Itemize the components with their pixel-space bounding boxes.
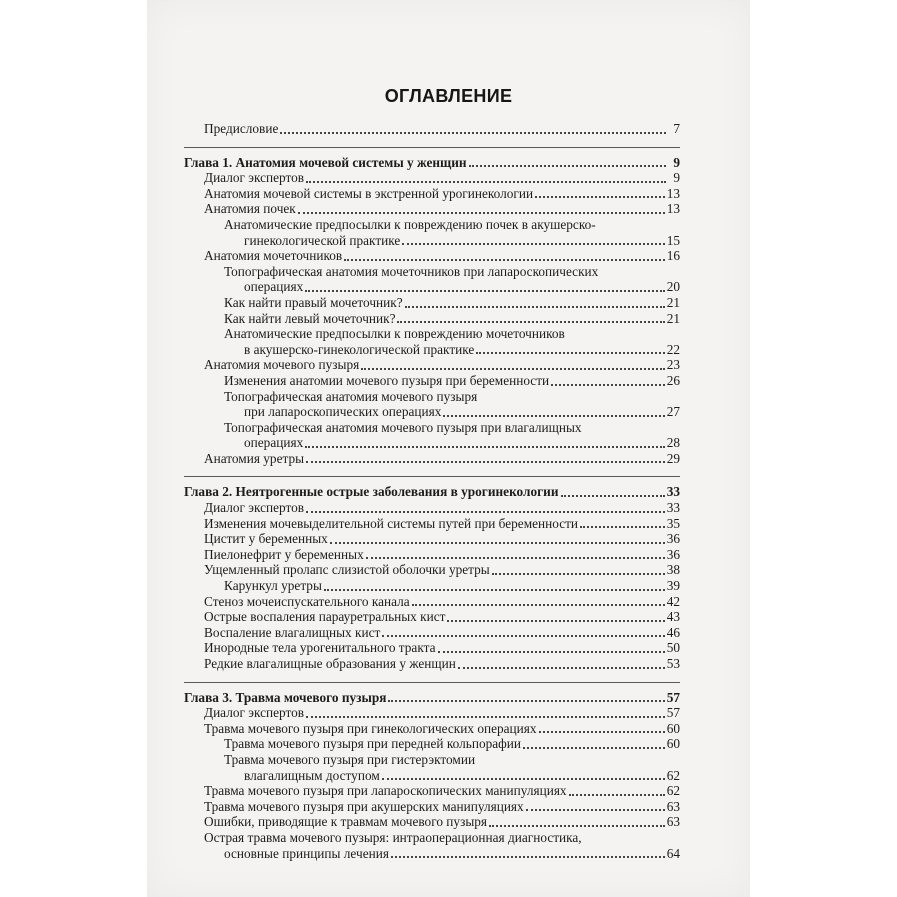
entry-page: 29 (666, 450, 680, 466)
entry-page: 27 (666, 404, 680, 420)
leader-dots (438, 650, 665, 653)
chapter-page: 9 (673, 154, 680, 170)
entry-page: 57 (666, 705, 680, 721)
entry-text: Воспаление влагалищных кист (204, 624, 381, 640)
entry-text: Редкие влагалищные образования у женщин (204, 656, 456, 671)
chapter-title: Глава 1. Анатомия мочевой системы у женщин (184, 154, 467, 170)
entry-text-line1: Анатомические предпосылки к повреждению мочеточников (224, 326, 565, 342)
entry-page: 38 (666, 562, 680, 578)
entry-text: Анатомия мочевой системы в экстренной урогинекологии (204, 185, 534, 201)
chapter-heading-2[interactable] (184, 484, 680, 500)
leader-dots (561, 494, 665, 497)
toc-entry[interactable] (184, 578, 680, 594)
entry-page: 26 (666, 372, 680, 388)
toc-entry[interactable] (184, 736, 680, 752)
entry-page: 16 (666, 248, 680, 264)
chapter-title: Глава 2. Неятрогенные острые заболевания в урогинекологии (184, 484, 559, 500)
entry-text: Предисловие (204, 121, 279, 136)
toc-entry[interactable] (184, 170, 680, 186)
toc-entry[interactable] (184, 752, 680, 783)
entry-page: 28 (666, 435, 680, 451)
toc-entry-preface[interactable] (184, 121, 680, 137)
entry-page: 15 (666, 232, 680, 248)
entry-page: 22 (666, 341, 680, 357)
entry-text: Ошибки, приводящие к травмам мочевого пузыря (204, 814, 488, 830)
leader-dots (523, 746, 665, 749)
entry-text-line2: влагалищным доступом (244, 767, 380, 783)
page-title: ОГЛАВЛЕНИЕ (384, 86, 513, 106)
toc-entry[interactable] (184, 783, 680, 799)
entry-text-line1: Топографическая анатомия мочевого пузыря при влагалищных (224, 419, 582, 435)
entry-text-line2: операциях (244, 279, 304, 295)
entry-page: 60 (666, 720, 680, 736)
toc-entry[interactable] (184, 248, 680, 264)
leader-dots (306, 715, 665, 718)
leader-dots (366, 556, 665, 559)
leader-dots (447, 619, 664, 622)
toc-entry[interactable] (184, 531, 680, 547)
entry-page: 36 (666, 546, 680, 562)
entry-text: Травма мочевого пузыря при передней кольпорафии (224, 736, 521, 752)
entry-text-line1: Топографическая анатомия мочевого пузыря (224, 388, 478, 404)
toc-entry[interactable] (184, 562, 680, 578)
entry-text: Как найти левый мочеточник? (224, 310, 396, 326)
leader-dots (361, 367, 664, 370)
entry-text: Диалог экспертов (204, 705, 305, 721)
leader-dots (382, 777, 665, 780)
chapter-title: Глава 3. Травма мочевого пузыря (184, 689, 387, 705)
entry-page: 46 (666, 624, 680, 640)
toc-entry[interactable] (184, 799, 680, 815)
entry-page: 62 (666, 783, 680, 799)
chapter-page: 57 (666, 689, 680, 705)
entry-page: 43 (666, 609, 680, 625)
entry-text-line2: гинекологической практике (244, 232, 401, 248)
entry-text: Анатомия мочевого пузыря (204, 357, 360, 373)
entry-text: Анатомия мочеточников (204, 248, 343, 264)
toc-entry[interactable] (184, 500, 680, 516)
entry-page: 36 (666, 531, 680, 547)
toc-entry[interactable] (184, 420, 680, 451)
leader-dots (305, 445, 664, 448)
entry-text: Изменения мочевыделительной системы путей при беременности (204, 515, 579, 531)
toc-entry[interactable] (184, 721, 680, 737)
entry-text: Травма мочевого пузыря при акушерских манипуляциях (204, 798, 524, 814)
entry-page: 20 (666, 279, 680, 295)
leader-dots (569, 793, 665, 796)
leader-dots (458, 666, 665, 669)
entry-text: Анатомия почек (204, 201, 296, 217)
toc-entry[interactable] (184, 389, 680, 420)
leader-dots (492, 572, 665, 575)
entry-text: Изменения анатомии мочевого пузыря при беременности (224, 372, 550, 388)
leader-dots (388, 699, 664, 702)
entry-text: Анатомия уретры (204, 450, 305, 466)
table-of-contents (184, 121, 680, 861)
toc-entry[interactable] (184, 295, 680, 311)
leader-dots (298, 211, 665, 214)
toc-entry[interactable] (184, 705, 680, 721)
leader-dots (580, 525, 665, 528)
toc-entry[interactable] (184, 311, 680, 327)
toc-entry[interactable] (184, 609, 680, 625)
leader-dots (324, 588, 665, 591)
toc-entry[interactable] (184, 625, 680, 641)
toc-entry[interactable] (184, 814, 680, 830)
entry-page: 13 (666, 185, 680, 201)
entry-text: Как найти правый мочеточник? (224, 294, 403, 310)
toc-entry[interactable] (184, 830, 680, 861)
entry-text: Стеноз мочеиспускательного канала (204, 593, 410, 609)
toc-entry[interactable] (184, 217, 680, 248)
leader-dots (476, 351, 664, 354)
leader-dots (306, 180, 666, 183)
leader-dots (330, 541, 665, 544)
leader-dots (443, 414, 664, 417)
entry-text-line2: при лапароскопических операциях (244, 404, 442, 420)
toc-entry[interactable] (184, 373, 680, 389)
leader-dots (280, 131, 666, 134)
entry-page: 7 (673, 121, 680, 136)
toc-entry[interactable] (184, 186, 680, 202)
entry-page: 13 (666, 201, 680, 217)
entry-text-line1: Острая травма мочевого пузыря: интраоперационная диагностика, (204, 829, 582, 845)
toc-entry[interactable] (184, 594, 680, 610)
chapter-divider (184, 682, 680, 683)
entry-page: 21 (666, 310, 680, 326)
entry-page: 39 (666, 578, 680, 594)
entry-text-line1: Травма мочевого пузыря при гистерэктомии (224, 751, 476, 767)
leader-dots (489, 824, 665, 827)
leader-dots (405, 305, 665, 308)
entry-page: 33 (666, 500, 680, 516)
entry-page: 63 (666, 798, 680, 814)
leader-dots (397, 320, 664, 323)
leader-dots (344, 258, 665, 261)
entry-page: 50 (666, 640, 680, 656)
entry-page: 63 (666, 814, 680, 830)
chapter-page: 33 (666, 484, 680, 500)
entry-page: 35 (666, 515, 680, 531)
leader-dots (305, 289, 664, 292)
entry-text: Травма мочевого пузыря при гинекологических операциях (204, 720, 537, 736)
leader-dots (535, 195, 665, 198)
toc-entry[interactable] (184, 326, 680, 357)
toc-entry[interactable] (184, 656, 680, 672)
entry-text-line2: операциях (244, 435, 304, 451)
entry-text-line2: основные принципы лечения (224, 845, 389, 861)
entry-text: Инородные тела урогенитального тракта (204, 640, 436, 656)
entry-page: 23 (666, 357, 680, 373)
entry-page: 60 (666, 736, 680, 752)
entry-text: Травма мочевого пузыря при лапароскопических манипуляциях (204, 783, 567, 799)
entry-page: 53 (666, 656, 680, 671)
entry-text-line1: Анатомические предпосылки к повреждению почек в акушерско- (224, 216, 596, 232)
leader-dots (412, 603, 665, 606)
toc-entry[interactable] (184, 451, 680, 467)
toc-entry[interactable] (184, 201, 680, 217)
entry-text-line1: Топографическая анатомия мочеточников при лапароскопических (224, 263, 599, 279)
entry-text: Ущемленный пролапс слизистой оболочки уретры (204, 562, 490, 578)
chapter-divider (184, 147, 680, 148)
entry-text: Пиелонефрит у беременных (204, 546, 364, 562)
toc-entry[interactable] (184, 547, 680, 563)
leader-dots (306, 460, 665, 463)
chapter-divider (184, 476, 680, 477)
entry-text: Цистит у беременных (204, 531, 328, 547)
leader-dots (551, 383, 665, 386)
entry-text: Диалог экспертов (204, 500, 305, 516)
toc-entry[interactable] (184, 264, 680, 295)
entry-text: Острые воспаления парауретральных кист (204, 609, 446, 625)
entry-page: 42 (666, 593, 680, 609)
entry-page: 64 (666, 845, 680, 861)
leader-dots (382, 634, 664, 637)
entry-text-line2: в акушерско-гинекологической практике (244, 341, 475, 357)
entry-page: 9 (673, 170, 680, 186)
leader-dots (526, 808, 665, 811)
toc-entry[interactable] (184, 357, 680, 373)
entry-page: 62 (666, 767, 680, 783)
chapter-heading-1[interactable] (184, 155, 680, 171)
entry-page: 21 (666, 294, 680, 310)
leader-dots (402, 242, 664, 245)
leader-dots (306, 510, 665, 513)
leader-dots (469, 164, 666, 167)
leader-dots (539, 730, 665, 733)
toc-entry[interactable] (184, 640, 680, 656)
leader-dots (391, 855, 665, 858)
entry-text: Диалог экспертов (204, 170, 305, 186)
toc-entry[interactable] (184, 516, 680, 532)
entry-text: Карункул уретры (224, 578, 322, 594)
chapter-heading-3[interactable] (184, 690, 680, 706)
